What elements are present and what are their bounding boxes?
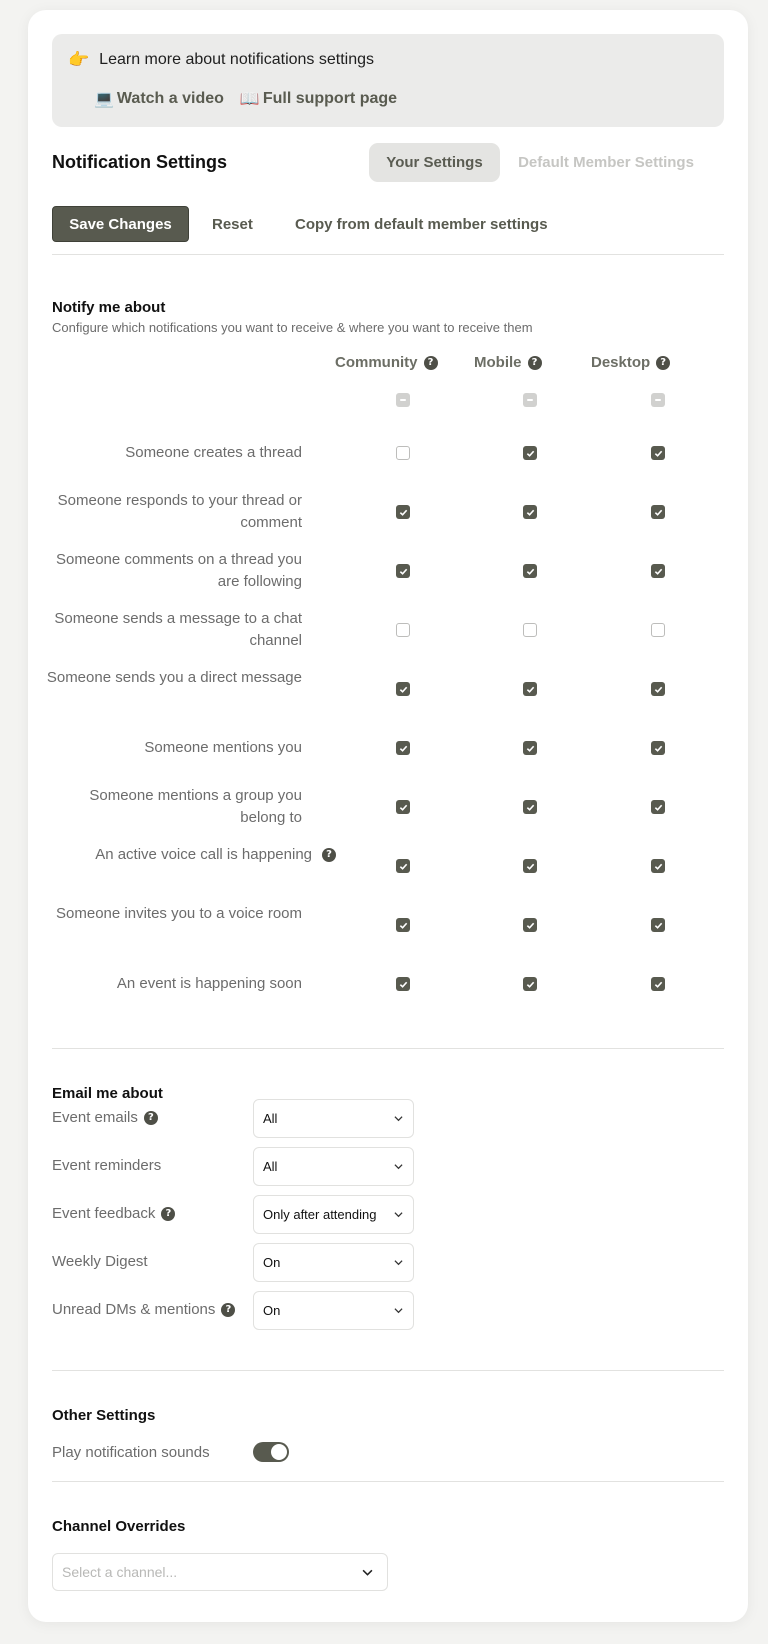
notify-checkbox-desktop[interactable]	[651, 682, 665, 696]
chevron-down-icon	[394, 1162, 403, 1171]
learn-more-line	[68, 50, 374, 70]
column-header-mobile	[474, 354, 542, 371]
learn-more-links	[94, 89, 397, 109]
channel-select-placeholder: Select a channel...	[62, 1564, 178, 1580]
notify-checkbox-desktop[interactable]	[651, 623, 665, 637]
chevron-down-icon	[394, 1258, 403, 1267]
help-icon[interactable]: ?	[322, 848, 336, 862]
help-icon[interactable]: ?	[424, 356, 438, 370]
learn-more-banner	[52, 34, 724, 127]
notify-row-label	[42, 903, 302, 925]
column-header-label: Mobile	[474, 354, 522, 371]
notify-checkbox-mobile[interactable]	[523, 859, 537, 873]
divider	[52, 1048, 724, 1049]
email-setting-select[interactable]	[253, 1147, 414, 1186]
select-value: All	[263, 1111, 278, 1126]
notify-row-text: Someone invites you to a voice room	[56, 905, 302, 922]
notify-checkbox-desktop[interactable]	[651, 741, 665, 755]
notify-section-subtitle: Configure which notifications you want to receive & where you want to receive them	[52, 320, 533, 335]
select-all-checkbox[interactable]	[523, 393, 537, 407]
select-all-checkbox[interactable]	[396, 393, 410, 407]
chevron-down-icon	[394, 1210, 403, 1219]
notify-row-label	[76, 844, 336, 866]
email-setting-text: Weekly Digest	[52, 1253, 148, 1270]
notify-checkbox-desktop[interactable]	[651, 564, 665, 578]
column-header-label: Community	[335, 354, 418, 371]
notify-checkbox-community[interactable]	[396, 564, 410, 578]
select-value: All	[263, 1159, 278, 1174]
notify-row-text: Someone mentions you	[144, 739, 302, 756]
notify-row-text: Someone comments on a thread you are following	[56, 551, 302, 590]
email-section-title: Email me about	[52, 1085, 163, 1102]
support-page-link[interactable]	[240, 89, 397, 109]
laptop-icon: 💻	[94, 91, 114, 108]
save-changes-button[interactable]: Save Changes	[52, 206, 189, 242]
email-setting-select[interactable]	[253, 1291, 414, 1330]
support-page-label: Full support page	[262, 90, 398, 107]
column-header-community	[335, 354, 438, 371]
notify-checkbox-mobile[interactable]	[523, 741, 537, 755]
toggle-knob	[271, 1444, 287, 1460]
watch-video-link[interactable]	[94, 89, 224, 109]
channel-select[interactable]	[52, 1553, 388, 1591]
notify-checkbox-community[interactable]	[396, 918, 410, 932]
notify-row-label	[42, 785, 302, 829]
column-header-desktop	[591, 354, 670, 371]
chevron-down-icon	[362, 1567, 373, 1578]
notify-checkbox-community[interactable]	[396, 446, 410, 460]
notify-checkbox-desktop[interactable]	[651, 446, 665, 460]
column-header-label: Desktop	[591, 354, 651, 371]
tab-default-member-settings[interactable]: Default Member Settings	[518, 154, 694, 171]
notify-checkbox-community[interactable]	[396, 682, 410, 696]
page-title: Notification Settings	[52, 152, 227, 172]
email-setting-select[interactable]	[253, 1099, 414, 1138]
notify-checkbox-mobile[interactable]	[523, 977, 537, 991]
notification-sounds-toggle[interactable]	[253, 1442, 289, 1462]
email-setting-label	[52, 1109, 158, 1126]
learn-more-text: Learn more about notifications settings	[99, 51, 374, 68]
divider	[52, 1481, 724, 1482]
notify-checkbox-mobile[interactable]	[523, 682, 537, 696]
notify-row-text: Someone creates a thread	[125, 444, 302, 461]
help-icon[interactable]: ?	[656, 356, 670, 370]
notify-checkbox-mobile[interactable]	[523, 623, 537, 637]
email-setting-label	[52, 1205, 175, 1222]
reset-button[interactable]: Reset	[212, 215, 253, 233]
notify-row-text: Someone sends you a direct message	[46, 669, 302, 686]
help-icon[interactable]: ?	[528, 356, 542, 370]
email-setting-text: Event emails	[52, 1109, 138, 1126]
select-value: On	[263, 1255, 281, 1270]
notify-row-label	[42, 549, 302, 593]
chevron-down-icon	[394, 1306, 403, 1315]
help-icon[interactable]: ?	[221, 1303, 235, 1317]
email-setting-label	[52, 1157, 161, 1174]
select-all-checkbox[interactable]	[651, 393, 665, 407]
notify-row-label	[42, 667, 302, 689]
notify-checkbox-desktop[interactable]	[651, 505, 665, 519]
notify-row-label	[42, 490, 302, 534]
notify-row-text: An active voice call is happening	[95, 846, 312, 863]
notify-checkbox-mobile[interactable]	[523, 800, 537, 814]
notify-checkbox-community[interactable]	[396, 741, 410, 755]
other-section-title: Other Settings	[52, 1407, 156, 1424]
notify-checkbox-community[interactable]	[396, 977, 410, 991]
notify-checkbox-desktop[interactable]	[651, 918, 665, 932]
email-setting-label	[52, 1253, 148, 1270]
watch-video-label: Watch a video	[116, 90, 224, 107]
notify-checkbox-mobile[interactable]	[523, 564, 537, 578]
email-setting-text: Event reminders	[52, 1157, 162, 1174]
notify-row-text: Someone sends a message to a chat channel	[54, 610, 302, 649]
notify-row-text: An event is happening soon	[116, 975, 302, 992]
divider	[52, 1370, 724, 1371]
notify-checkbox-community[interactable]	[396, 623, 410, 637]
copy-default-button[interactable]: Copy from default member settings	[295, 215, 548, 233]
notify-section-title: Notify me about	[52, 299, 166, 316]
notify-checkbox-desktop[interactable]	[651, 800, 665, 814]
pointing-hand-icon: 👉	[68, 50, 90, 69]
notify-row-label	[42, 442, 302, 464]
notify-checkbox-desktop[interactable]	[651, 859, 665, 873]
email-setting-text: Event feedback	[52, 1205, 156, 1222]
notify-row-text: Someone responds to your thread or comment	[57, 492, 302, 531]
notify-row-label	[42, 608, 302, 652]
notify-row-text: Someone mentions a group you belong to	[89, 787, 302, 826]
select-value: Only after attending	[263, 1207, 377, 1222]
book-icon: 📖	[239, 91, 260, 108]
notify-checkbox-mobile[interactable]	[523, 446, 537, 460]
email-setting-select[interactable]	[253, 1195, 414, 1234]
chevron-down-icon	[394, 1114, 403, 1123]
notify-checkbox-community[interactable]	[396, 800, 410, 814]
notify-checkbox-mobile[interactable]	[523, 918, 537, 932]
notify-checkbox-desktop[interactable]	[651, 977, 665, 991]
divider	[52, 254, 724, 255]
email-setting-label	[52, 1301, 235, 1318]
tab-your-settings[interactable]: Your Settings	[369, 143, 500, 182]
notify-checkbox-mobile[interactable]	[523, 505, 537, 519]
notify-checkbox-community[interactable]	[396, 859, 410, 873]
notify-checkbox-community[interactable]	[396, 505, 410, 519]
overrides-section-title: Channel Overrides	[52, 1518, 186, 1535]
settings-card	[28, 10, 748, 1622]
notify-row-label	[42, 737, 302, 759]
email-setting-select[interactable]	[253, 1243, 414, 1282]
select-value: On	[263, 1303, 281, 1318]
notification-sounds-label: Play notification sounds	[52, 1444, 210, 1461]
notify-row-label	[42, 973, 302, 995]
email-setting-text: Unread DMs & mentions	[52, 1301, 216, 1318]
help-icon[interactable]: ?	[161, 1207, 175, 1221]
help-icon[interactable]: ?	[144, 1111, 158, 1125]
